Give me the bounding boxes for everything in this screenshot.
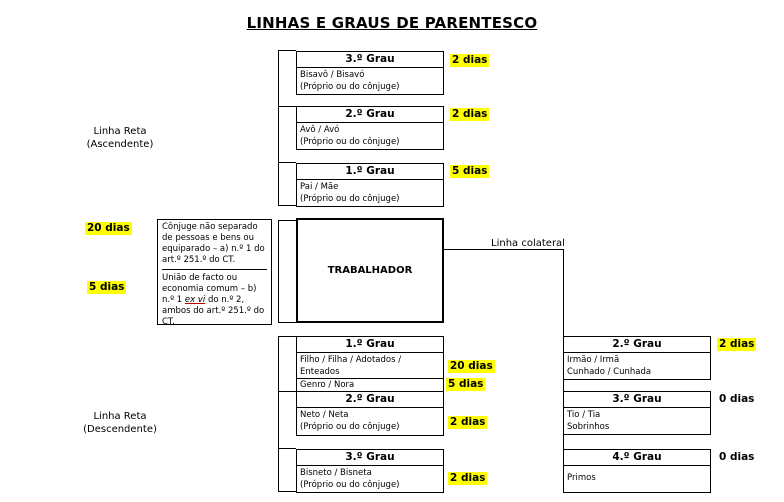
col-grau4-line1: Primos — [567, 473, 596, 483]
col-grau4-body — [563, 465, 711, 493]
worker-box — [296, 218, 444, 323]
connector — [278, 220, 296, 221]
ascendente-bracket-vertical — [278, 50, 279, 205]
asc-grau1-line2: (Próprio ou do cônjuge) — [300, 194, 400, 204]
connector — [278, 391, 296, 392]
worker-label: TRABALHADOR — [327, 265, 413, 276]
asc-grau3-line1: Bisavô / Bisavó — [300, 70, 365, 80]
col-grau3-line2: Sobrinhos — [567, 422, 610, 432]
connector — [278, 336, 296, 337]
asc-grau2-days: 2 dias — [452, 108, 488, 120]
label-colateral: Linha colateral — [491, 238, 565, 249]
desc-grau2-line2: (Próprio ou do cônjuge) — [300, 422, 400, 432]
connector — [278, 106, 296, 107]
col-grau2-body — [563, 352, 711, 380]
desc-grau2-header: 2.º Grau — [296, 391, 444, 408]
desc-grau3-line2: (Próprio ou do cônjuge) — [300, 480, 400, 490]
desc-grau1-row2 — [296, 378, 444, 392]
asc-grau1-days: 5 dias — [452, 165, 488, 177]
spouse-text-uniao-2: do n.º 2, ambos do art.º 251.º do CT. — [162, 295, 265, 327]
asc-grau3-line2: (Próprio ou do cônjuge) — [300, 82, 400, 92]
label-ascendente-line1: Linha Reta — [93, 126, 147, 137]
asc-grau1-line1: Pai / Mãe — [300, 182, 339, 192]
desc-grau3-days: 2 dias — [450, 472, 486, 484]
desc-grau1-row1-line2: Enteados — [300, 367, 340, 377]
desc-grau1-row1-line1: Filho / Filha / Adotados / — [300, 355, 402, 365]
desc-grau3-header: 3.º Grau — [296, 449, 444, 466]
asc-grau2-body — [296, 122, 444, 150]
connector — [278, 205, 296, 206]
connector — [278, 50, 296, 51]
desc-grau3-line1: Bisneto / Bisneta — [300, 468, 372, 478]
spouse-box — [157, 219, 272, 325]
col-grau3-days: 0 dias — [719, 393, 755, 405]
col-grau4-days: 0 dias — [719, 451, 755, 463]
col-grau3-header: 3.º Grau — [563, 391, 711, 408]
desc-grau3-body — [296, 465, 444, 493]
label-descendente-line1: Linha Reta — [93, 411, 147, 422]
label-ascendente — [60, 125, 180, 151]
desc-grau2-line1: Neto / Neta — [300, 410, 349, 420]
col-grau3-body — [563, 407, 711, 435]
desc-grau2-days: 2 dias — [450, 416, 486, 428]
col-grau2-days: 2 dias — [719, 338, 755, 350]
spouse-connector-vertical — [278, 220, 279, 322]
asc-grau3-header: 3.º Grau — [296, 51, 444, 68]
label-descendente — [60, 410, 180, 436]
desc-grau1-row2-days: 5 dias — [448, 378, 484, 390]
col-grau2-header: 2.º Grau — [563, 336, 711, 353]
col-grau3-line1: Tio / Tia — [567, 410, 601, 420]
col-grau2-line1: Irmão / Irmã — [567, 355, 620, 365]
asc-grau3-days: 2 dias — [452, 54, 488, 66]
label-descendente-line2: (Descendente) — [83, 424, 157, 435]
spouse-divider — [162, 269, 267, 270]
col-grau2-line2: Cunhado / Cunhada — [567, 367, 652, 377]
desc-grau1-row1-days: 20 dias — [450, 360, 493, 372]
connector — [278, 491, 296, 492]
asc-grau3-body — [296, 67, 444, 95]
asc-grau1-header: 1.º Grau — [296, 163, 444, 180]
col-grau4-header: 4.º Grau — [563, 449, 711, 466]
desc-grau1-header: 1.º Grau — [296, 336, 444, 353]
connector — [278, 162, 296, 163]
spouse-text-uniao — [162, 273, 267, 328]
asc-grau1-body — [296, 179, 444, 207]
desc-grau1-row2-text: Genro / Nora — [300, 380, 355, 390]
desc-grau2-body — [296, 407, 444, 436]
spouse-text-uniao-exvi: ex vi — [184, 295, 206, 305]
asc-grau2-line1: Avô / Avó — [300, 125, 340, 135]
asc-grau2-line2: (Próprio ou do cônjuge) — [300, 137, 400, 147]
desc-grau1-row1 — [296, 352, 444, 379]
connector — [278, 448, 296, 449]
spouse-text-uniao-1: União de facto ou economia comum – b) n.º 1 — [162, 273, 257, 305]
spouse-text-conjuge: Cônjuge não separado de pessoas e bens ou equiparado – a) n.º 1 do art.º 251.º do CT. — [162, 222, 265, 265]
label-ascendente-line2: (Ascendente) — [86, 139, 154, 150]
page-title: LINHAS E GRAUS DE PARENTESCO — [246, 14, 538, 32]
descendente-bracket-vertical — [278, 336, 279, 491]
connector — [278, 322, 296, 323]
asc-grau2-header: 2.º Grau — [296, 106, 444, 123]
spouse-days-5: 5 dias — [89, 281, 125, 293]
spouse-days-20: 20 dias — [87, 222, 130, 234]
